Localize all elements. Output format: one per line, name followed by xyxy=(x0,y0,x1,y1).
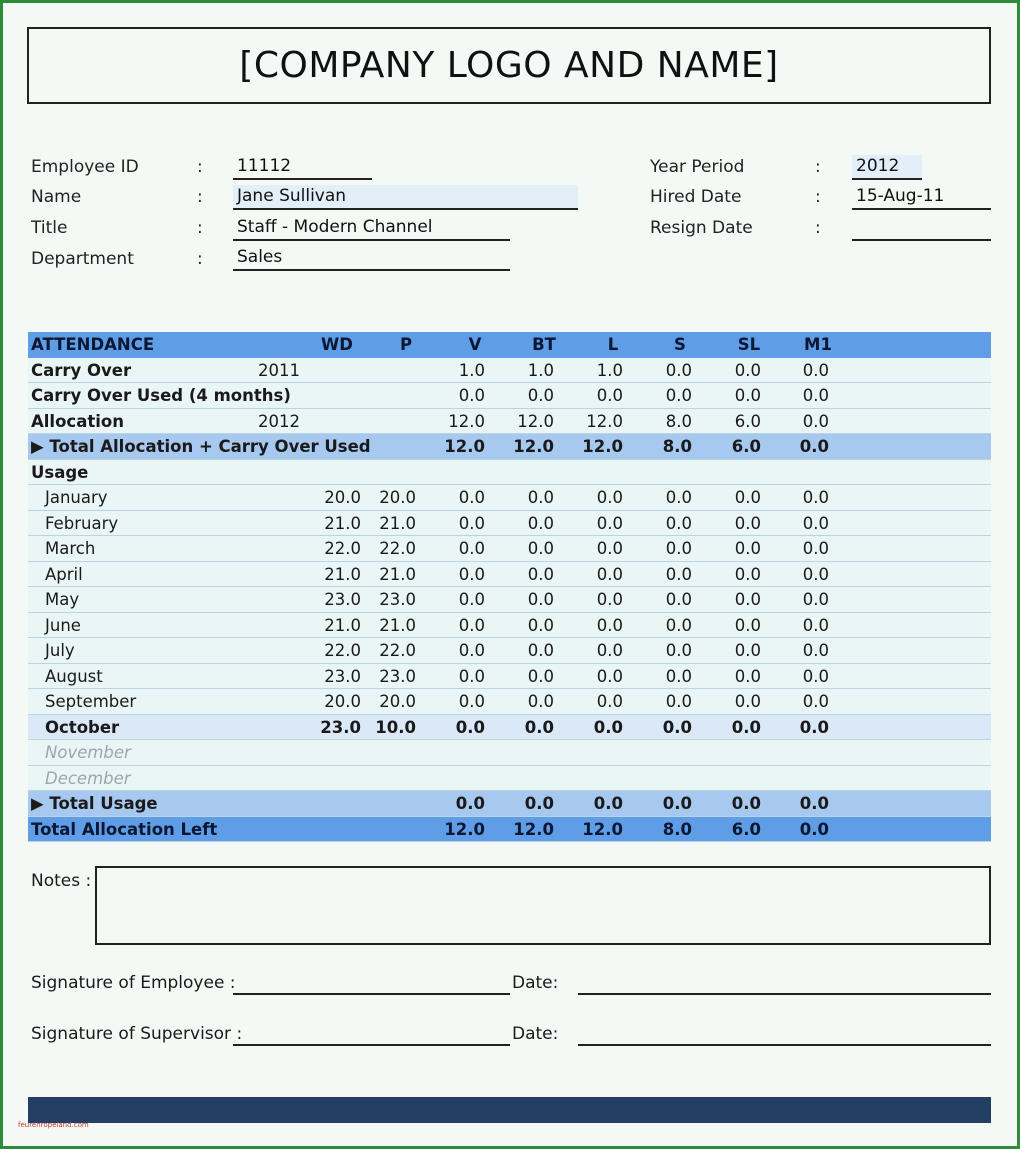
table-cell[interactable]: 0.0 xyxy=(458,564,485,584)
usage-row xyxy=(28,460,991,486)
employee-date-label: Date: xyxy=(512,973,559,993)
table-cell[interactable]: 0.0 xyxy=(455,794,485,813)
watermark: feurenropeland.com xyxy=(18,1121,89,1129)
table-cell[interactable]: 0.0 xyxy=(596,615,623,635)
table-cell[interactable]: 20.0 xyxy=(379,488,416,507)
table-cell[interactable]: 0.0 xyxy=(665,666,692,686)
table-cell[interactable]: 0.0 xyxy=(802,513,829,533)
table-cell[interactable]: 0.0 xyxy=(802,641,829,660)
column-header: P xyxy=(399,335,413,354)
supervisor-date-label: Date: xyxy=(512,1024,559,1044)
allocation-row-year: 2012 xyxy=(258,411,300,431)
month-row-label: December xyxy=(45,768,131,788)
column-header: WD xyxy=(321,335,353,354)
title-label: Title xyxy=(31,218,68,238)
month-row xyxy=(28,562,991,588)
table-cell[interactable]: 0.0 xyxy=(596,641,623,660)
employee-id-field[interactable]: 11112 xyxy=(233,155,372,180)
table-cell[interactable]: 12.0 xyxy=(582,819,623,839)
table-cell[interactable]: 0.0 xyxy=(802,411,829,431)
column-header: SL xyxy=(737,335,761,354)
colon: : xyxy=(197,187,203,207)
name-label: Name xyxy=(31,187,82,207)
table-cell[interactable]: 0.0 xyxy=(596,386,623,405)
usage-row-label: Usage xyxy=(31,462,89,482)
colon: : xyxy=(815,157,821,177)
table-cell[interactable]: 0.0 xyxy=(665,386,692,405)
table-cell[interactable]: 21.0 xyxy=(324,513,361,533)
table-cell[interactable]: 0.0 xyxy=(665,539,692,558)
table-cell[interactable]: 12.0 xyxy=(513,437,554,456)
table-cell[interactable]: 23.0 xyxy=(320,717,361,737)
title-field[interactable]: Staff - Modern Channel xyxy=(233,216,510,241)
table-cell[interactable]: 0.0 xyxy=(802,615,829,635)
hired-date-field[interactable]: 15-Aug-11 xyxy=(852,185,991,210)
table-cell[interactable]: 0.0 xyxy=(596,539,623,558)
month-row-label: April xyxy=(45,564,83,584)
table-cell[interactable]: 0.0 xyxy=(665,564,692,584)
table-cell[interactable]: 22.0 xyxy=(324,641,361,660)
table-cell[interactable]: 0.0 xyxy=(734,590,761,609)
table-cell[interactable]: 22.0 xyxy=(379,641,416,660)
column-header: L xyxy=(607,335,619,354)
department-field[interactable]: Sales xyxy=(233,246,510,271)
carry-over-used-row-label: Carry Over Used (4 months) xyxy=(31,386,291,405)
employee-signature-line[interactable] xyxy=(233,993,510,995)
table-cell[interactable]: 0.0 xyxy=(455,717,485,737)
notes-field[interactable] xyxy=(95,866,991,945)
month-row-label: January xyxy=(45,488,108,507)
table-cell[interactable]: 0.0 xyxy=(527,488,554,507)
table-cell[interactable]: 22.0 xyxy=(379,539,416,558)
carry-over-row xyxy=(28,358,991,384)
month-row xyxy=(28,664,991,690)
table-cell[interactable]: 0.0 xyxy=(662,717,692,737)
table-cell[interactable]: 10.0 xyxy=(375,717,416,737)
table-cell[interactable]: 21.0 xyxy=(379,615,416,635)
table-cell[interactable]: 0.0 xyxy=(802,360,829,380)
table-cell[interactable]: 0.0 xyxy=(734,513,761,533)
resign-date-label: Resign Date xyxy=(650,218,753,238)
company-logo-placeholder xyxy=(27,27,991,104)
table-cell[interactable]: 0.0 xyxy=(731,717,761,737)
table-cell[interactable]: 0.0 xyxy=(734,360,761,380)
table-cell[interactable]: 12.0 xyxy=(444,437,485,456)
month-row xyxy=(28,715,991,741)
month-row-label: September xyxy=(45,692,137,711)
employee-signature-label: Signature of Employee : xyxy=(31,973,236,993)
table-cell[interactable]: 0.0 xyxy=(593,794,623,813)
table-cell[interactable]: 0.0 xyxy=(596,488,623,507)
table-cell[interactable]: 0.0 xyxy=(734,539,761,558)
table-cell[interactable]: 0.0 xyxy=(802,692,829,711)
month-row xyxy=(28,766,991,792)
table-cell[interactable]: 0.0 xyxy=(596,692,623,711)
attendance-table xyxy=(28,332,991,842)
month-row xyxy=(28,485,991,511)
column-header: V xyxy=(468,335,482,354)
month-row-label: March xyxy=(45,539,96,558)
table-cell[interactable]: 22.0 xyxy=(324,539,361,558)
month-row xyxy=(28,689,991,715)
month-row-label: May xyxy=(45,590,80,609)
table-cell[interactable]: 0.0 xyxy=(596,590,623,609)
supervisor-signature-label: Signature of Supervisor : xyxy=(31,1024,243,1044)
attendance-header-label: ATTENDANCE xyxy=(31,335,155,354)
table-cell[interactable]: 21.0 xyxy=(379,564,416,584)
table-cell[interactable]: 0.0 xyxy=(802,386,829,405)
table-cell[interactable]: 12.0 xyxy=(586,411,623,431)
table-cell[interactable]: 6.0 xyxy=(734,411,761,431)
table-cell[interactable]: 0.0 xyxy=(458,590,485,609)
table-cell[interactable]: 21.0 xyxy=(324,615,361,635)
attendance-header xyxy=(28,332,991,358)
table-cell[interactable]: 0.0 xyxy=(799,717,829,737)
table-cell[interactable]: 0.0 xyxy=(802,539,829,558)
colon: : xyxy=(197,249,203,269)
table-cell[interactable]: 20.0 xyxy=(379,692,416,711)
table-cell[interactable]: 21.0 xyxy=(379,513,416,533)
allocation-left-row xyxy=(28,817,991,843)
carry-over-row-label: Carry Over xyxy=(31,360,132,380)
month-row-label: June xyxy=(45,615,81,635)
column-header: M1 xyxy=(804,335,832,354)
table-cell[interactable]: 1.0 xyxy=(458,360,485,380)
column-header: S xyxy=(674,335,686,354)
table-cell[interactable]: 0.0 xyxy=(527,590,554,609)
carry-over-row-year: 2011 xyxy=(258,360,300,380)
table-cell[interactable]: 0.0 xyxy=(596,666,623,686)
company-title: [COMPANY LOGO AND NAME] xyxy=(239,45,779,86)
table-cell[interactable]: 0.0 xyxy=(458,692,485,711)
table-cell[interactable]: 0.0 xyxy=(734,488,761,507)
allocation-row-label: Allocation xyxy=(31,411,124,431)
table-cell[interactable]: 0.0 xyxy=(802,564,829,584)
table-cell[interactable]: 0.0 xyxy=(799,819,829,839)
colon: : xyxy=(815,218,821,238)
month-row xyxy=(28,740,991,766)
total-allocation-row xyxy=(28,434,991,460)
notes-label: Notes : xyxy=(31,871,92,891)
table-cell[interactable]: 0.0 xyxy=(527,386,554,405)
allocation-left-row-label: Total Allocation Left xyxy=(31,819,218,839)
table-cell[interactable]: 6.0 xyxy=(731,437,761,456)
table-cell[interactable]: 21.0 xyxy=(324,564,361,584)
table-cell[interactable]: 0.0 xyxy=(734,666,761,686)
table-cell[interactable]: 0.0 xyxy=(665,641,692,660)
name-field[interactable]: Jane Sullivan xyxy=(233,185,578,210)
year-period-field[interactable]: 2012 xyxy=(852,155,922,180)
table-cell[interactable]: 0.0 xyxy=(665,590,692,609)
supervisor-date-line[interactable] xyxy=(578,1044,991,1046)
month-row xyxy=(28,613,991,639)
table-cell[interactable]: 23.0 xyxy=(379,666,416,686)
table-cell[interactable]: 0.0 xyxy=(527,615,554,635)
year-period-label: Year Period xyxy=(650,157,745,177)
allocation-row xyxy=(28,409,991,435)
month-row xyxy=(28,511,991,537)
table-cell[interactable]: 0.0 xyxy=(665,615,692,635)
table-cell[interactable]: 0.0 xyxy=(734,641,761,660)
table-cell[interactable]: 0.0 xyxy=(527,513,554,533)
table-cell[interactable]: 8.0 xyxy=(662,819,692,839)
month-row xyxy=(28,587,991,613)
table-cell[interactable]: 0.0 xyxy=(593,717,623,737)
table-cell[interactable]: 0.0 xyxy=(458,386,485,405)
table-cell[interactable]: 0.0 xyxy=(734,564,761,584)
table-cell[interactable]: 0.0 xyxy=(799,794,829,813)
supervisor-signature-line[interactable] xyxy=(233,1044,510,1046)
table-cell[interactable]: 0.0 xyxy=(665,513,692,533)
table-cell[interactable]: 0.0 xyxy=(596,513,623,533)
table-cell[interactable]: 0.0 xyxy=(458,488,485,507)
colon: : xyxy=(197,218,203,238)
table-cell[interactable]: 12.0 xyxy=(513,819,554,839)
table-cell[interactable]: 0.0 xyxy=(734,615,761,635)
table-cell[interactable]: 0.0 xyxy=(458,615,485,635)
table-cell[interactable]: 0.0 xyxy=(458,539,485,558)
table-cell[interactable]: 8.0 xyxy=(662,437,692,456)
employee-id-label: Employee ID xyxy=(31,157,139,177)
table-cell[interactable]: 23.0 xyxy=(324,666,361,686)
table-cell[interactable]: 0.0 xyxy=(665,488,692,507)
hired-date-label: Hired Date xyxy=(650,187,742,207)
table-cell[interactable]: 12.0 xyxy=(582,437,623,456)
table-cell[interactable]: 0.0 xyxy=(662,794,692,813)
table-cell[interactable]: 0.0 xyxy=(802,590,829,609)
table-cell[interactable]: 20.0 xyxy=(324,692,361,711)
table-cell[interactable]: 12.0 xyxy=(517,411,554,431)
total-allocation-row-label: ▶ Total Allocation + Carry Over Used xyxy=(31,437,371,456)
month-row-label: November xyxy=(45,743,131,762)
table-cell[interactable]: 0.0 xyxy=(596,564,623,584)
table-cell[interactable]: 12.0 xyxy=(448,411,485,431)
table-cell[interactable]: 0.0 xyxy=(458,641,485,660)
table-cell[interactable]: 6.0 xyxy=(731,819,761,839)
table-cell[interactable]: 23.0 xyxy=(379,590,416,609)
table-cell[interactable]: 0.0 xyxy=(527,539,554,558)
table-cell[interactable]: 0.0 xyxy=(731,794,761,813)
table-cell[interactable]: 0.0 xyxy=(665,360,692,380)
month-row xyxy=(28,536,991,562)
colon: : xyxy=(197,157,203,177)
month-row-label: July xyxy=(45,641,75,660)
table-cell[interactable]: 0.0 xyxy=(527,641,554,660)
table-cell[interactable]: 0.0 xyxy=(802,666,829,686)
table-cell[interactable]: 12.0 xyxy=(444,819,485,839)
employee-date-line[interactable] xyxy=(578,993,991,995)
table-cell[interactable]: 0.0 xyxy=(734,386,761,405)
table-cell[interactable]: 0.0 xyxy=(458,666,485,686)
table-cell[interactable]: 0.0 xyxy=(524,717,554,737)
total-usage-row xyxy=(28,791,991,817)
column-header: BT xyxy=(532,335,556,354)
table-cell[interactable]: 8.0 xyxy=(665,411,692,431)
month-row-label: February xyxy=(45,513,119,533)
table-cell[interactable]: 0.0 xyxy=(665,692,692,711)
table-cell[interactable]: 23.0 xyxy=(324,590,361,609)
table-cell[interactable]: 1.0 xyxy=(596,360,623,380)
department-label: Department xyxy=(31,249,134,269)
carry-over-used-row xyxy=(28,383,991,409)
table-cell[interactable]: 0.0 xyxy=(527,666,554,686)
table-cell[interactable]: 1.0 xyxy=(527,360,554,380)
month-row-label: August xyxy=(45,666,103,686)
table-cell[interactable]: 0.0 xyxy=(524,794,554,813)
table-cell[interactable]: 0.0 xyxy=(458,513,485,533)
month-row-label: October xyxy=(45,717,120,737)
table-cell[interactable]: 0.0 xyxy=(734,692,761,711)
month-row xyxy=(28,638,991,664)
colon: : xyxy=(815,187,821,207)
table-cell[interactable]: 0.0 xyxy=(527,564,554,584)
table-cell[interactable]: 20.0 xyxy=(324,488,361,507)
table-cell[interactable]: 0.0 xyxy=(527,692,554,711)
footer-bar xyxy=(28,1097,991,1123)
resign-date-field[interactable] xyxy=(852,216,991,241)
table-cell[interactable]: 0.0 xyxy=(799,437,829,456)
table-cell[interactable]: 0.0 xyxy=(802,488,829,507)
total-usage-row-label: ▶ Total Usage xyxy=(31,794,158,813)
